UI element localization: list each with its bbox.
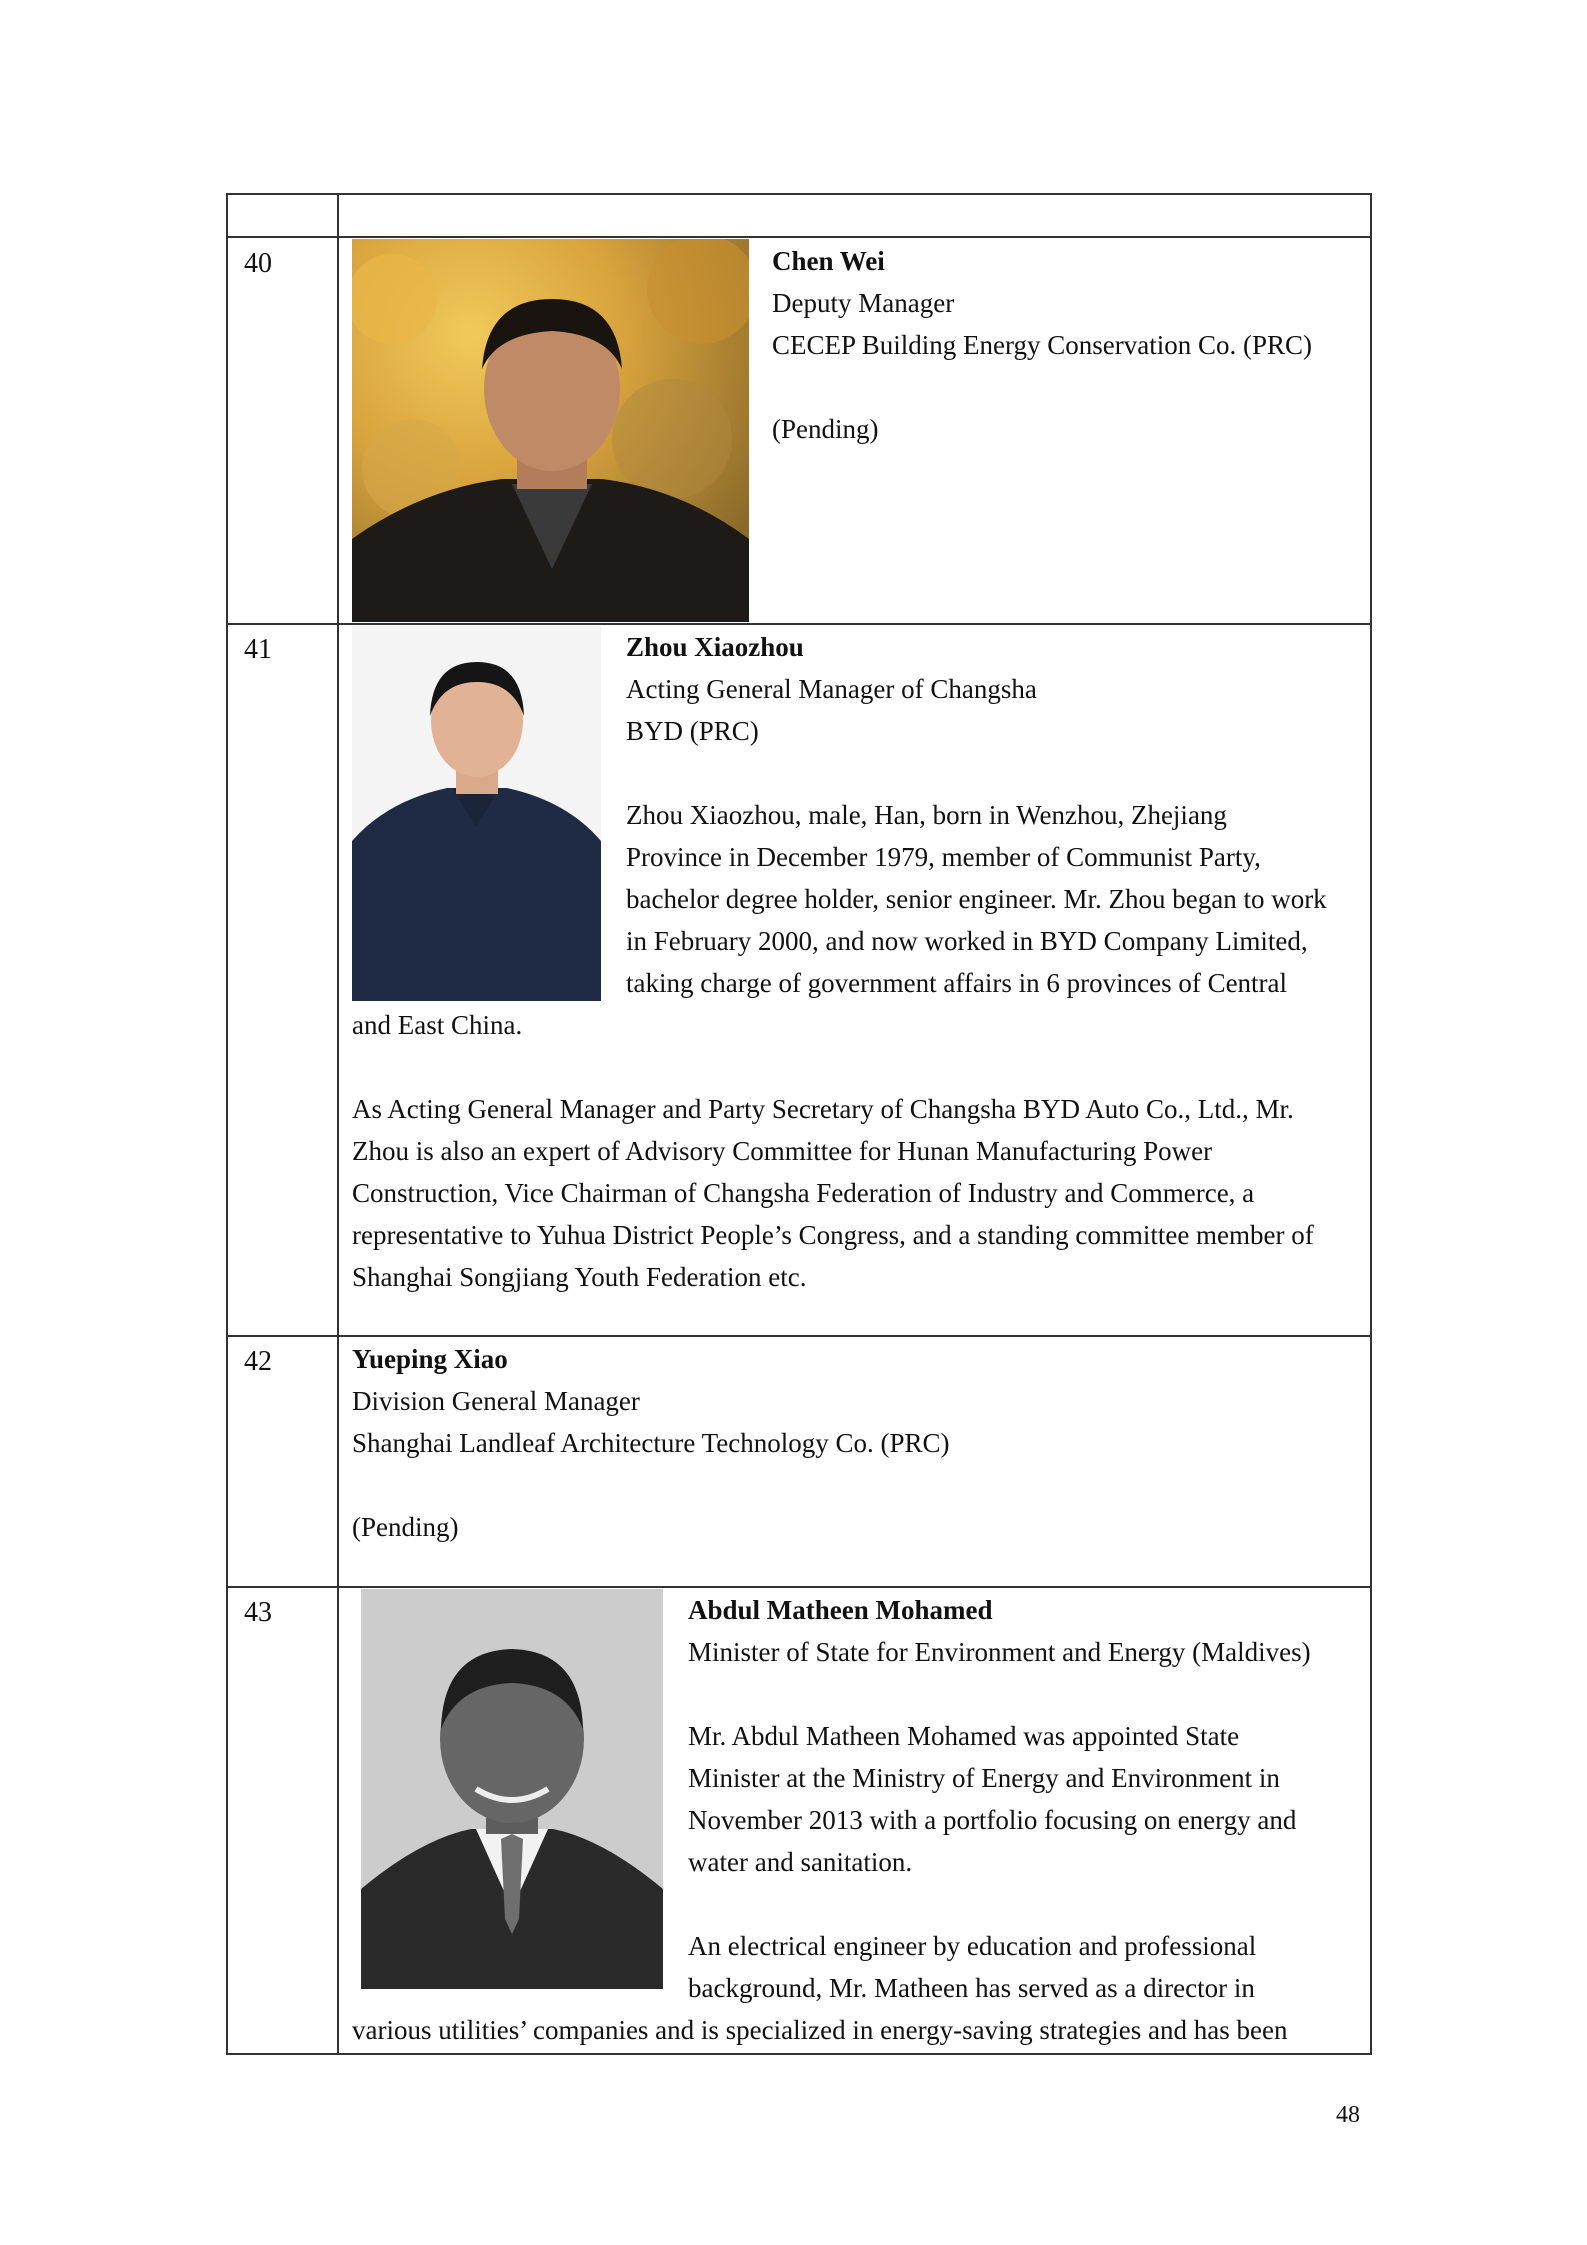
bio-line: representative to Yuhua District People’s Congress, and a standing committee member of (352, 1220, 1314, 1250)
row-divider (228, 1335, 1370, 1337)
row-40-details (772, 240, 1362, 450)
row-41-header (626, 626, 1362, 1004)
speaker-name: Abdul Matheen Mohamed (688, 1595, 993, 1625)
row-divider (228, 1586, 1370, 1588)
speaker-name: Zhou Xiaozhou (626, 632, 804, 662)
row-43-bio (352, 2009, 1362, 2051)
bio-line: Mr. Abdul Matheen Mohamed was appointed State (688, 1721, 1240, 1751)
speaker-title: Division General Manager (352, 1386, 640, 1416)
bio-line: Minister at the Ministry of Energy and Environment in (688, 1763, 1280, 1793)
speaker-title: Acting General Manager of Changsha (626, 674, 1037, 704)
bio-line: in February 2000, and now worked in BYD Company Limited, (626, 926, 1308, 956)
row-number: 42 (244, 1346, 272, 1377)
speaker-name: Yueping Xiao (352, 1344, 508, 1374)
speaker-title: Minister of State for Environment and Energy (Maldives) (688, 1637, 1311, 1667)
bio-line: Construction, Vice Chairman of Changsha Federation of Industry and Commerce, a (352, 1178, 1255, 1208)
bio-line: As Acting General Manager and Party Secretary of Changsha BYD Auto Co., Ltd., Mr. (352, 1094, 1294, 1124)
bio-line: November 2013 with a portfolio focusing on energy and (688, 1805, 1297, 1835)
bio-line: water and sanitation. (688, 1847, 913, 1877)
speaker-name: Chen Wei (772, 246, 885, 276)
row-number: 41 (244, 634, 272, 665)
row-divider (228, 623, 1370, 625)
status-note: (Pending) (352, 1512, 459, 1542)
photo-abdul-matheen-mohamed (361, 1589, 663, 1989)
speaker-title: Deputy Manager (772, 288, 955, 318)
column-divider (337, 195, 339, 2053)
bio-line: and East China. (352, 1010, 523, 1040)
row-divider (228, 236, 1370, 238)
photo-chen-wei (352, 239, 749, 622)
speaker-organization: BYD (PRC) (626, 716, 759, 746)
status-note: (Pending) (772, 414, 879, 444)
bio-line: bachelor degree holder, senior engineer. Mr. Zhou began to work (626, 884, 1327, 914)
row-42-details (352, 1338, 1362, 1548)
speaker-organization: Shanghai Landleaf Architecture Technology Co. (PRC) (352, 1428, 950, 1458)
bio-line: background, Mr. Matheen has served as a director in (688, 1973, 1255, 2003)
row-number: 40 (244, 248, 272, 279)
speaker-organization: CECEP Building Energy Conservation Co. (PRC) (772, 330, 1313, 360)
row-43-header (688, 1589, 1362, 2009)
bio-line: Zhou Xiaozhou, male, Han, born in Wenzhou, Zhejiang (626, 800, 1227, 830)
bio-line: taking charge of government affairs in 6 provinces of Central (626, 968, 1288, 998)
bio-line: Province in December 1979, member of Communist Party, (626, 842, 1261, 872)
bio-line: Zhou is also an expert of Advisory Committee for Hunan Manufacturing Power (352, 1136, 1213, 1166)
speaker-table (226, 193, 1372, 2055)
row-41-bio (352, 1004, 1362, 1298)
photo-zhou-xiaozhou (352, 626, 601, 1001)
page-number: 48 (1336, 2102, 1360, 2128)
bio-line: various utilities’ companies and is specialized in energy-saving strategies and has been (352, 2015, 1288, 2045)
bio-line: Shanghai Songjiang Youth Federation etc. (352, 1262, 807, 1292)
bio-line: An electrical engineer by education and professional (688, 1931, 1257, 1961)
row-number: 43 (244, 1597, 272, 1628)
